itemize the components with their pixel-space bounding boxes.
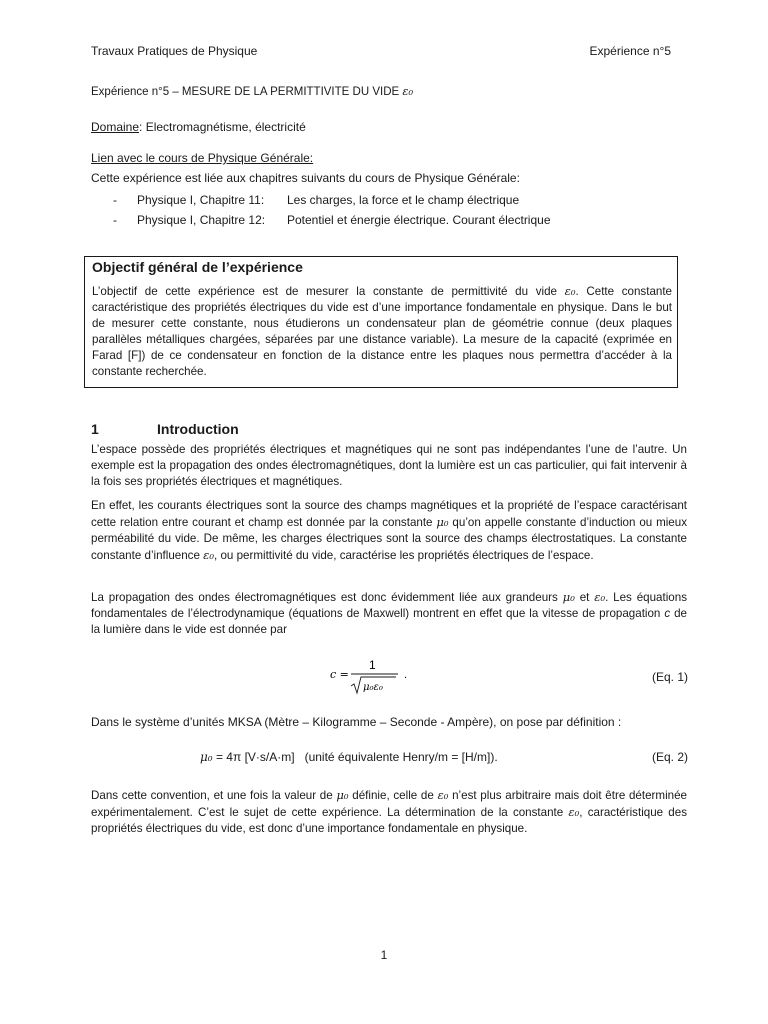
list-item [113,193,519,207]
eq1-numerator: 1 [369,658,376,672]
epsilon-symbol: ε₀ [594,590,606,604]
paragraph-2 [91,498,687,564]
eq1-radicand: μ₀ε₀ [363,682,383,693]
course-link-intro: Cette expérience est liée aux chapitres suivants du cours de Physique Générale: [91,171,520,185]
paragraph-3-text-mid: et [574,591,595,604]
list-topic: Les charges, la force et le champ électrique [287,193,520,207]
mu-symbol: μ₀ [562,590,575,604]
mksa-text: Dans le système d’unités MKSA (Mètre – Kilogramme – Seconde - Ampère), on pose par définition : [91,715,622,729]
objective-symbol: ε₀ [564,284,576,298]
paragraph-3-text-b: . Les équations fondamentales de l’électrodynamique (équations de Maxwell) montrent en effet que la vitesse de propagation [91,591,687,621]
eq2-expression: = 4π [V·s/A·m] (unité équivalente Henry/m = [H/m]). [212,750,498,764]
objective-text [92,283,672,381]
speed-symbol: c [664,607,671,621]
paragraph-3 [91,589,687,638]
section-title: Introduction [157,421,239,437]
page-number: 1 [380,948,388,962]
eq2-label: (Eq. 2) [651,750,688,764]
section-heading [91,421,239,437]
epsilon-symbol: ε₀ [568,805,580,820]
paragraph-2-text-a: En effet, les courants électriques sont la source des champs magnétiques et la propriété de l’espace caractérisant cette relation entre courant et champ est donnée par la constante [91,499,687,530]
paragraph-2-text-c: , ou permittivité du vide, caractérise les propriétés électriques de l’espace. [214,549,594,563]
paragraph-4-text-d: , caractéristique des propriétés électriques du vide, est donc d’une importance fondamentale en physique. [91,806,687,836]
objective-text-a: L’objectif de cette expérience est de mesurer la constante de permittivité du vide [92,285,565,298]
document-title [91,84,413,98]
course-link-heading: Lien avec le cours de Physique Générale: [91,151,314,165]
list-dash: - [113,193,117,207]
list-ref: Physique I, Chapitre 12: [137,213,266,227]
paragraph-4-text-b: définie, celle de [348,789,438,802]
equation-2 [200,750,498,764]
eq1-label: (Eq. 1) [651,670,688,684]
list-dash: - [113,213,117,227]
mu-symbol: μ₀ [336,788,349,802]
epsilon-symbol: ε₀ [437,788,449,802]
equation-1 [328,656,418,696]
list-item [113,213,551,227]
mu-symbol: μ₀ [200,750,213,764]
paragraph-4-text-a: Dans cette convention, et une fois la valeur de [91,789,337,802]
paragraph-2-text-b: qu’on appelle constante d’induction ou mieux perméabilité du vide. De même, les charges électriques sont la source des champs électrostatiques. La constante constante d’influence [91,516,687,563]
objective-text-b: . Cette constante caractéristique des propriétés électriques du vide est d’une importance fondamentale en physique. Dans le but de mesurer cette constante, nous étudierons un condensateur plan de géométrie connue (deux plaques parallèles métalliques chargées, séparées par une distance variable). La mesure de la capacité (exprimée en Farad [F]) de ce condensateur en fonction de la distance entre les plaques nous permettra d’accéder à la constante recherchée. [92,285,673,379]
header-left: Travaux Pratiques de Physique [91,44,258,58]
title-text: Expérience n°5 – MESURE DE LA PERMITTIVITE DU VIDE [91,86,400,98]
domain-line [91,120,306,134]
paragraph-3-text-d: de la lumière dans le vide est donnée par [91,607,687,637]
paragraph-3-text-a: La propagation des ondes électromagnétiques est donc évidemment liée aux grandeurs [91,591,563,604]
header-right: Expérience n°5 [589,44,671,58]
epsilon-symbol: ε₀ [203,548,215,563]
mu-symbol: μ₀ [436,515,449,530]
paragraph-1: L’espace possède des propriétés électriques et magnétiques qui ne sont pas indépendantes l’une de l’autre. Un exemple est la propagation des ondes électromagnétiques, dont la lumière est un cas particulier, qui fait intervenir à la fois ses propriétés électriques et magnétiques. [91,443,687,489]
section-number: 1 [91,421,99,437]
domain-label: Domaine [91,120,140,134]
list-ref: Physique I, Chapitre 11: [137,193,265,207]
paragraph-4 [91,787,687,837]
eq1-tail: . [404,669,408,681]
paragraph-4-text-c: n’est plus arbitraire mais doit être déterminée expérimentalement. C’est le sujet de cette expérience. La détermination de la constante [91,789,687,820]
eq1-lhs: c = [330,668,349,681]
list-topic: Potentiel et énergie électrique. Courant électrique [287,213,551,227]
objective-title: Objectif général de l’expérience [92,259,303,275]
title-symbol: ε₀ [402,84,414,98]
domain-value: : Electromagnétisme, électricité [139,120,306,134]
